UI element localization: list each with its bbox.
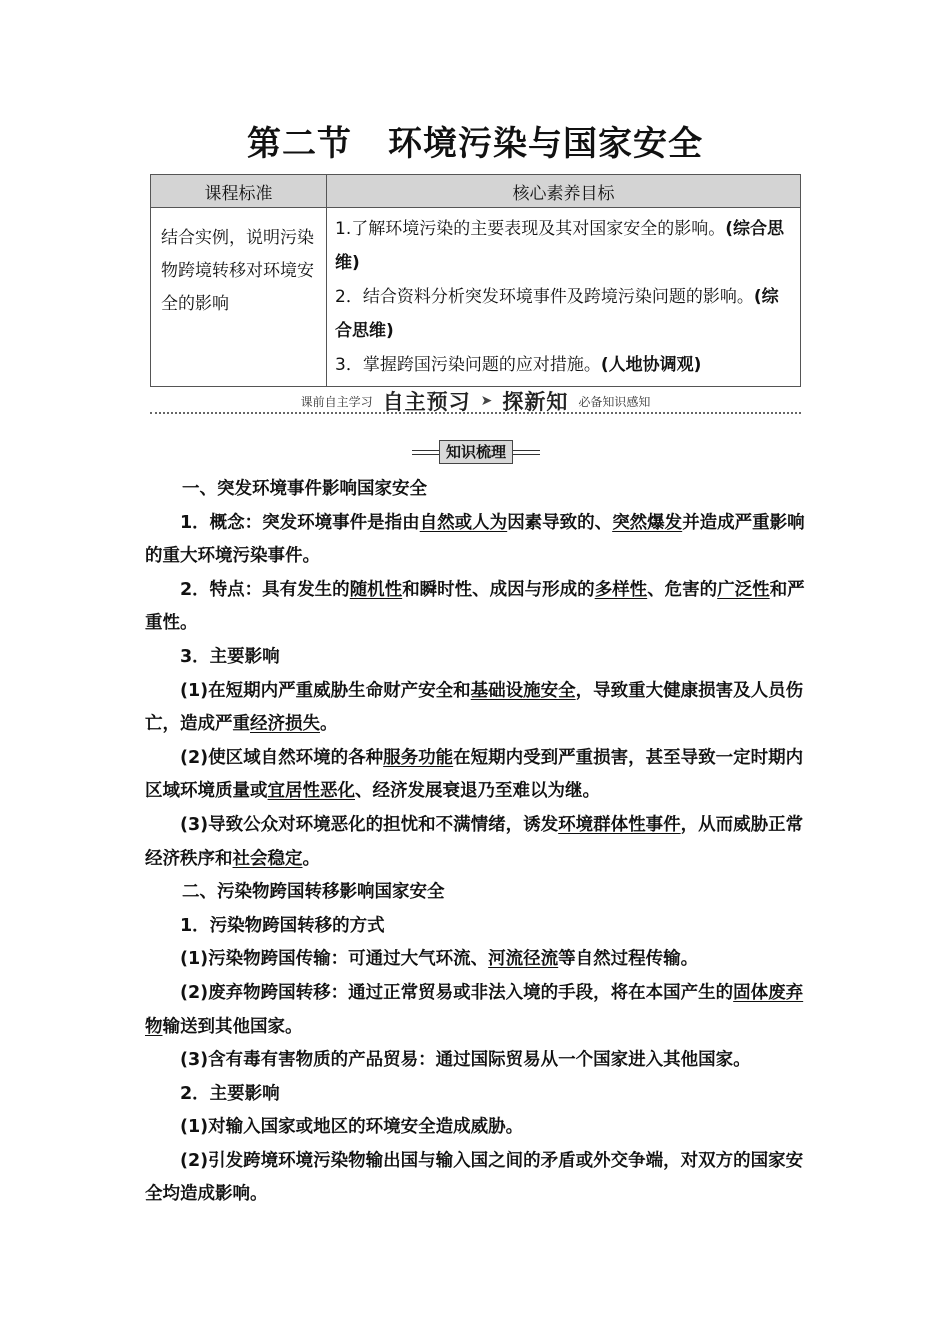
banner-right-caption: 必备知识感知 bbox=[578, 394, 651, 409]
banner-main-subtitle: 探新知 bbox=[502, 390, 569, 414]
knowledge-label: 知识梳理 bbox=[439, 440, 513, 464]
knowledge-heading bbox=[412, 440, 540, 464]
goal-item: 2．结合资料分析突发环境事件及跨境污染问题的影响。(综合思维) bbox=[335, 287, 779, 341]
paragraph: 2．主要影响 bbox=[180, 1083, 280, 1104]
curriculum-standard-text: 结合实例，说明污染物跨境转移对环境安全的影响 bbox=[151, 208, 327, 387]
heading-left-rule bbox=[412, 450, 439, 455]
table-row bbox=[151, 208, 801, 387]
title-topic: 环境污染与国家安全 bbox=[388, 124, 703, 164]
paragraph: (1)对输入国家或地区的环境安全造成威胁。 bbox=[180, 1117, 524, 1138]
heading-right-rule bbox=[513, 450, 540, 455]
paragraph: (2)废弃物跨国转移：通过正常贸易或非法入境的手段，将在本国产生的固体废弃物输送到其他国家。 bbox=[145, 982, 804, 1037]
title-section: 第二节 bbox=[247, 124, 352, 164]
table-header-row bbox=[151, 175, 801, 208]
header-core-goals: 核心素养目标 bbox=[327, 175, 801, 208]
goal-item: 3．掌握跨国污染问题的应对措施。(人地协调观) bbox=[335, 355, 702, 375]
paragraph: (3)导致公众对环境恶化的担忧和不满情绪，诱发环境群体性事件，从而威胁正常经济秩序和社会稳定。 bbox=[145, 814, 804, 869]
banner-left-caption: 课前自主学习 bbox=[300, 394, 373, 409]
paragraph: (1)污染物跨国传输：可通过大气环流、河流径流等自然过程传输。 bbox=[180, 949, 699, 970]
paragraph: (3)含有毒有害物质的产品贸易：通过国际贸易从一个国家进入其他国家。 bbox=[180, 1050, 751, 1071]
paragraph: (2)使区域自然环境的各种服务功能在短期内受到严重损害，甚至导致一定时期内区域环境质量或宜居性恶化、经济发展衰退乃至难以为继。 bbox=[145, 747, 804, 802]
dotted-divider bbox=[150, 412, 801, 414]
paragraph: 1．概念：突发环境事件是指由自然或人为因素导致的、突然爆发并造成严重影响的重大环境污染事件。 bbox=[145, 512, 805, 567]
curriculum-standards-table bbox=[150, 174, 801, 387]
header-curriculum-standard: 课程标准 bbox=[151, 175, 327, 208]
page-title bbox=[0, 116, 950, 165]
paragraph: 2．特点：具有发生的随机性和瞬时性、成因与形成的多样性、危害的广泛性和严重性。 bbox=[145, 579, 805, 634]
arrow-right-icon: ➤ bbox=[480, 393, 493, 409]
paragraph: 1．污染物跨国转移的方式 bbox=[180, 915, 385, 936]
section-banner bbox=[150, 387, 801, 415]
core-goals-list bbox=[327, 208, 801, 387]
section-heading: 一、突发环境事件影响国家安全 bbox=[182, 479, 427, 499]
goal-item: 1.了解环境污染的主要表现及其对国家安全的影响。(综合思维) bbox=[335, 219, 784, 273]
section-heading: 二、污染物跨国转移影响国家安全 bbox=[182, 882, 445, 903]
paragraph: (2)引发跨境环境污染物输出国与输入国之间的矛盾或外交争端，对双方的国家安全均造成影响。 bbox=[145, 1150, 804, 1205]
paragraph: (1)在短期内严重威胁生命财产安全和基础设施安全，导致重大健康损害及人员伤亡，造成严重经济损失。 bbox=[145, 680, 804, 735]
paragraph: 3．主要影响 bbox=[180, 646, 280, 667]
content-body bbox=[145, 473, 810, 1212]
banner-main-title: 自主预习 bbox=[382, 390, 471, 414]
